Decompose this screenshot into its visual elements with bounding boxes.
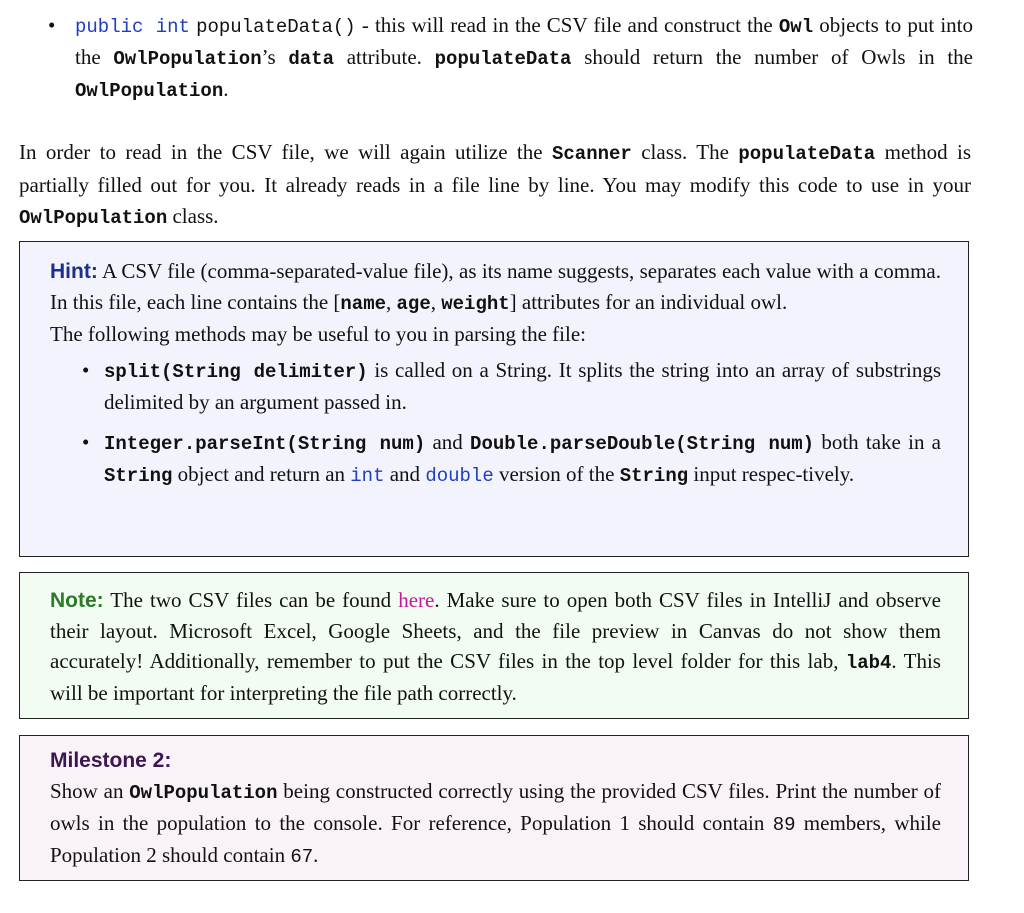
hint-content (50, 256, 941, 501)
milestone-content (50, 746, 941, 872)
code-owlpopulation: OwlPopulation (75, 80, 224, 102)
hint-method-list (50, 355, 941, 491)
text-run: objects to put into the (75, 13, 973, 69)
code-double: double (425, 465, 494, 487)
code-populatedata: populateData (738, 143, 876, 165)
note-content (50, 585, 941, 708)
method-signature-name: populateData() (196, 16, 356, 38)
text-run: input respec-tively. (688, 462, 855, 486)
population1-count: 89 (772, 814, 796, 836)
hint-box (19, 241, 969, 557)
populate-data-description (75, 10, 973, 106)
text-run: , (430, 290, 442, 314)
text-run: . This will be important for interpreting the file path correctly. (50, 649, 941, 705)
milestone-title: Milestone 2: (50, 749, 172, 772)
hint-title: Hint: (50, 260, 98, 283)
text-run: and (425, 430, 471, 454)
text-run: class. The (631, 140, 739, 164)
code-int: int (350, 465, 385, 487)
bullet-marker: • (82, 358, 90, 382)
bullet-marker: • (82, 430, 90, 454)
code-owlpopulation: OwlPopulation (19, 207, 168, 229)
method-signature-keywords: public int (75, 16, 190, 38)
text-run: is called on a String. It splits the string into an array of substrings delimited by an argument passed in. (104, 358, 941, 414)
code-populatedata: populateData (434, 48, 572, 70)
text-run: A CSV file (comma-separated-value file), as its name suggests, separates each value with a comma. In this file, each line contains the [ (50, 259, 941, 314)
text-run: In order to read in the CSV file, we will again utilize the (19, 140, 552, 164)
text-run: being constructed correctly using the provided CSV files. Print the number of owls in the population to the console. For reference, Population 1 should contain (50, 779, 941, 835)
code-age: age (396, 293, 431, 315)
code-scanner: Scanner (551, 143, 632, 165)
text-run: . (313, 843, 319, 867)
csv-files-link[interactable]: here (398, 588, 435, 612)
hint-intro (50, 256, 941, 319)
text-run: should return the number of Owls in the (571, 45, 974, 69)
code-owlpopulation: OwlPopulation (113, 48, 262, 70)
code-split: split(String delimiter) (104, 361, 368, 383)
list-item (50, 355, 941, 417)
text-run: version of the (493, 462, 620, 486)
code-parsedouble: Double.parseDouble(String num) (470, 433, 815, 455)
code-string: String (104, 465, 173, 487)
code-lab4: lab4 (845, 652, 892, 674)
text-run: attribute. (333, 45, 435, 69)
text-run: , (386, 290, 397, 314)
bullet-marker: • (48, 13, 56, 37)
text-run: - this will read in the CSV file and construct the (355, 13, 779, 37)
text-run: Show an (50, 779, 130, 803)
note-box (19, 572, 969, 719)
list-item (50, 427, 941, 491)
text-run: . (223, 77, 229, 101)
code-string: String (619, 465, 689, 487)
code-data: data (288, 48, 334, 70)
code-parseint: Integer.parseInt(String num) (104, 433, 426, 455)
text-run: The two CSV files can be found (103, 588, 399, 612)
text-run: members, while Population 2 should contain (50, 811, 941, 867)
population2-count: 67 (290, 846, 314, 868)
milestone-box (19, 735, 969, 881)
populate-data-bullet (48, 10, 973, 106)
code-name: name (340, 293, 387, 315)
scanner-paragraph (19, 137, 971, 234)
text-run: . Make sure to open both CSV files in IntelliJ and observe their layout. Microsoft Excel, Google Sheets, and the file preview in Canvas do not show them accurately! Additionally, remember to put the CSV files in the top level folder for this lab, (50, 588, 941, 673)
milestone-text (50, 776, 941, 872)
code-owlpopulation: OwlPopulation (129, 782, 278, 804)
text-run: method is partially filled out for you. It already reads in a file line by line. You may modify this code to use in your (19, 140, 972, 197)
text-run: and (384, 462, 426, 486)
code-weight: weight (441, 293, 510, 315)
text-run: class. (167, 204, 219, 228)
hint-methods-intro: The following methods may be useful to you in parsing the file: (50, 322, 586, 346)
text-run: both take in a (814, 430, 941, 454)
text-run: ’s (261, 45, 289, 69)
text-run: object and return an (172, 462, 351, 486)
code-owl: Owl (778, 16, 814, 38)
note-title: Note: (50, 589, 104, 612)
text-run: ] attributes for an individual owl. (509, 290, 788, 314)
